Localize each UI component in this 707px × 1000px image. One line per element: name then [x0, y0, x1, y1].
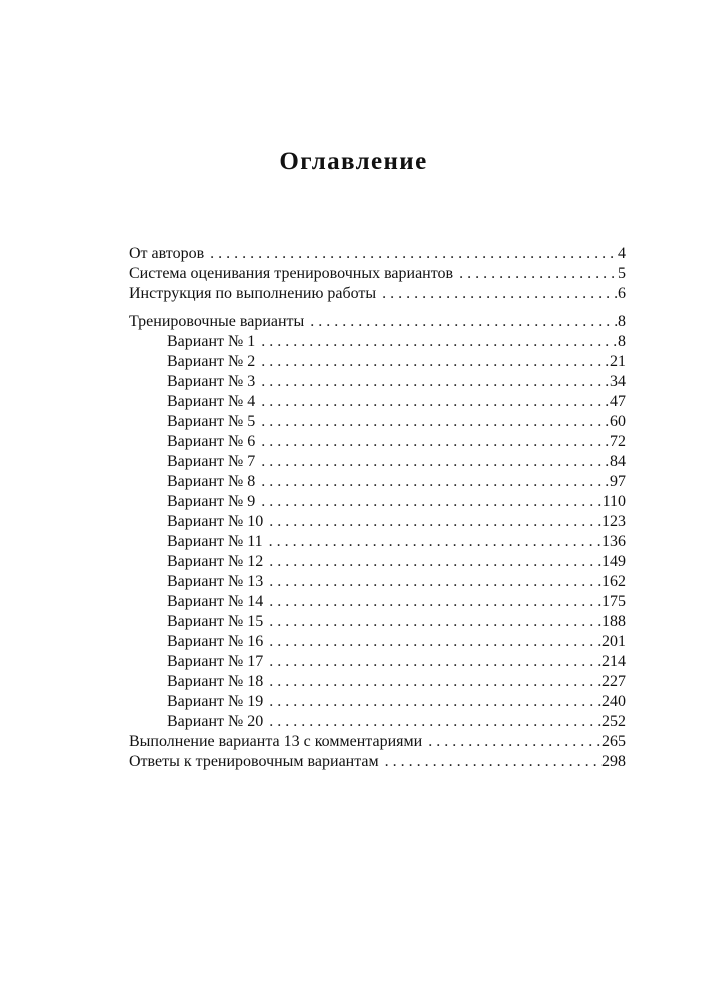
toc-entry-variant-7[interactable]	[129, 452, 626, 472]
toc-entry-label: Вариант № 3	[167, 373, 256, 390]
toc-entry-variant-11[interactable]	[129, 532, 626, 552]
toc-page-number: 252	[602, 713, 626, 730]
toc-entry-label: Вариант № 10	[167, 513, 264, 530]
toc-entry-label: Вариант № 12	[167, 553, 264, 570]
toc-page-number: 97	[610, 473, 626, 490]
toc-entry-label: Вариант № 2	[167, 353, 256, 370]
toc-page-number: 21	[610, 353, 626, 370]
toc-page-number: 47	[610, 393, 626, 410]
toc-entry-label: Вариант № 14	[167, 593, 264, 610]
toc-entry-variant-1[interactable]	[129, 332, 626, 352]
toc-page-number: 188	[602, 613, 626, 630]
toc-entry-label: Вариант № 13	[167, 573, 264, 590]
toc-page-number: 8	[618, 333, 626, 350]
toc-entry-label: Вариант № 11	[167, 533, 263, 550]
dot-leader	[255, 452, 610, 472]
toc-entry-variant-19[interactable]	[129, 692, 626, 712]
dot-leader	[304, 312, 618, 332]
dot-leader	[255, 372, 610, 392]
toc-entry-label: Вариант № 15	[167, 613, 264, 630]
dot-leader	[263, 632, 602, 652]
toc-page-number: 214	[602, 653, 626, 670]
toc-entry-variant-14[interactable]	[129, 592, 626, 612]
toc-entry-variant-4[interactable]	[129, 392, 626, 412]
dot-leader	[263, 612, 602, 632]
toc-entry-label: Система оценивания тренировочных вариантов	[129, 265, 454, 282]
toc-entry-variant-8[interactable]	[129, 472, 626, 492]
toc-entry-variant-2[interactable]	[129, 352, 626, 372]
page-title: Оглавление	[279, 148, 428, 175]
toc-page-number: 60	[610, 413, 626, 430]
dot-leader	[263, 692, 602, 712]
toc-entry-grading-system[interactable]	[129, 264, 626, 284]
dot-leader	[255, 332, 618, 352]
toc-entry-variant-13[interactable]	[129, 572, 626, 592]
toc-page-number: 34	[610, 373, 626, 390]
dot-leader	[255, 432, 610, 452]
toc-page-number: 227	[602, 673, 626, 690]
toc-page-number: 8	[618, 313, 626, 330]
toc-page-number: 84	[610, 453, 626, 470]
toc-entry-label: Вариант № 4	[167, 393, 256, 410]
dot-leader	[263, 672, 602, 692]
dot-leader	[263, 592, 602, 612]
dot-leader	[422, 732, 602, 752]
toc-entry-label: Инструкция по выполнению работы	[129, 285, 377, 302]
toc-entry-label: Вариант № 1	[167, 333, 256, 350]
toc-page-number: 123	[602, 513, 626, 530]
toc-entry-answers[interactable]	[129, 752, 626, 772]
toc-page-number: 4	[618, 245, 626, 262]
dot-leader	[453, 264, 618, 284]
dot-leader	[263, 552, 602, 572]
dot-leader	[255, 472, 610, 492]
toc-page-number: 149	[602, 553, 626, 570]
toc-entry-variant-15[interactable]	[129, 612, 626, 632]
toc-entry-label: Тренировочные варианты	[129, 313, 305, 330]
toc-page-number: 201	[602, 633, 626, 650]
dot-leader	[379, 752, 602, 772]
toc-page-number: 110	[602, 493, 626, 510]
toc-entry-instructions[interactable]	[129, 284, 626, 304]
toc-entry-label: От авторов	[129, 245, 205, 262]
toc-page-number: 240	[602, 693, 626, 710]
toc-page-number: 175	[602, 593, 626, 610]
dot-leader	[263, 652, 602, 672]
toc-entry-label: Вариант № 20	[167, 713, 264, 730]
toc-entry-label: Выполнение варианта 13 с комментариями	[129, 733, 423, 750]
dot-leader	[263, 532, 602, 552]
toc-entry-variant-17[interactable]	[129, 652, 626, 672]
toc-entry-variant-9[interactable]	[129, 492, 626, 512]
dot-leader	[263, 712, 602, 732]
toc-entry-variant-16[interactable]	[129, 632, 626, 652]
toc-entry-variant-3[interactable]	[129, 372, 626, 392]
toc-entry-label: Вариант № 17	[167, 653, 264, 670]
toc-entry-label: Вариант № 18	[167, 673, 264, 690]
dot-leader	[204, 244, 618, 264]
toc-entry-label: Вариант № 16	[167, 633, 264, 650]
dot-leader	[255, 392, 610, 412]
toc-entry-from-authors[interactable]	[129, 244, 626, 264]
toc-entry-label: Вариант № 9	[167, 493, 256, 510]
dot-leader	[255, 412, 610, 432]
toc-page-number: 298	[602, 753, 626, 770]
toc-entry-variant-20[interactable]	[129, 712, 626, 732]
toc-entry-variant-13-commentary[interactable]	[129, 732, 626, 752]
toc-page-number: 162	[602, 573, 626, 590]
dot-leader	[263, 572, 602, 592]
dot-leader	[376, 284, 618, 304]
toc-entry-variant-10[interactable]	[129, 512, 626, 532]
toc-page-number: 136	[602, 533, 626, 550]
toc-page-number: 5	[618, 265, 626, 282]
toc-entry-label: Ответы к тренировочным вариантам	[129, 753, 379, 770]
toc-page-number: 265	[602, 733, 626, 750]
toc-entry-label: Вариант № 7	[167, 453, 256, 470]
toc-entry-label: Вариант № 19	[167, 693, 264, 710]
dot-leader	[255, 492, 602, 512]
toc-entry-label: Вариант № 6	[167, 433, 256, 450]
toc-entry-variant-18[interactable]	[129, 672, 626, 692]
toc-page-number: 72	[610, 433, 626, 450]
toc-entry-training-variants[interactable]	[129, 312, 626, 332]
table-of-contents	[129, 244, 626, 772]
toc-entry-variant-6[interactable]	[129, 432, 626, 452]
dot-leader	[255, 352, 610, 372]
toc-entry-label: Вариант № 5	[167, 413, 256, 430]
toc-page-number: 6	[618, 285, 626, 302]
toc-entry-variant-12[interactable]	[129, 552, 626, 572]
toc-entry-label: Вариант № 8	[167, 473, 256, 490]
dot-leader	[263, 512, 602, 532]
toc-entry-variant-5[interactable]	[129, 412, 626, 432]
